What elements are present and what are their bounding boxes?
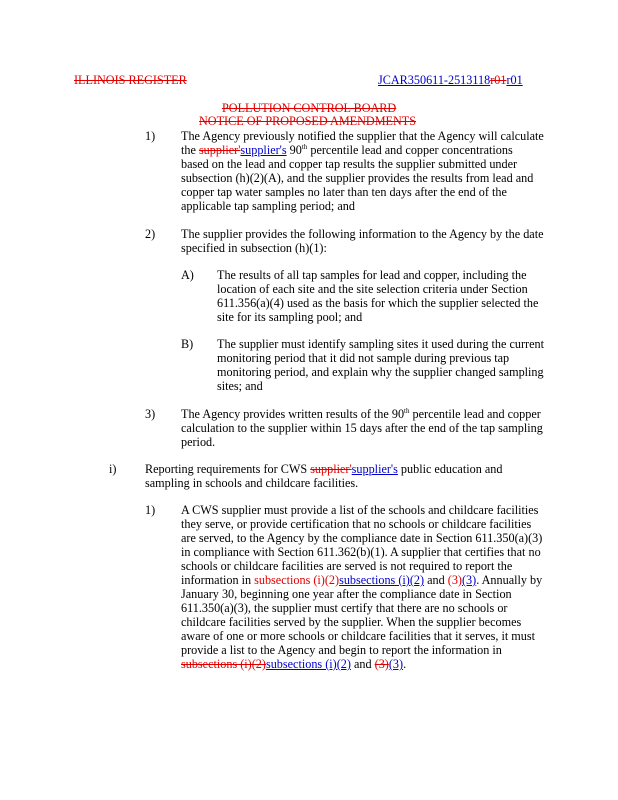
item-h1-line: based on the lead and copper tap results the supplier submitted under	[181, 157, 518, 171]
jcar-deleted: r01	[490, 73, 507, 87]
item-h1-line: subsection (h)(2)(A), and the supplier provides the results from lead and	[181, 171, 534, 185]
deleted-text: (3)	[447, 573, 462, 587]
item-i1-line: subsections (i)(2)subsections (i)(2) and (3)(3).	[181, 657, 407, 671]
title-board: POLLUTION CONTROL BOARD	[222, 101, 397, 115]
deleted-text: subsections (i)(2)	[254, 573, 340, 587]
item-h3-number: 3)	[145, 407, 156, 421]
item-i1-line: are served, to the Agency by the compliance date in Section 611.350(a)(3)	[181, 531, 543, 545]
item-B-line: monitoring period that it did not sample during previous tap	[217, 351, 510, 365]
item-h2-number: 2)	[145, 227, 156, 241]
title-notice: NOTICE OF PROPOSED AMENDMENTS	[199, 114, 417, 128]
item-A-line: The results of all tap samples for lead and copper, including the	[217, 268, 527, 282]
item-i1-line: schools or childcare facilities are served is not required to report the	[181, 559, 513, 573]
subsection-i-line: sampling in schools and childcare facilities.	[145, 476, 359, 490]
inserted-text: subsections (i)(2)	[265, 657, 351, 671]
item-i1-number: 1)	[145, 503, 156, 517]
item-A-line: location of each site and the site selection criteria under Section	[217, 282, 528, 296]
item-i1-line: childcare facilities served by the supplier. When the supplier becomes	[181, 615, 522, 629]
item-h1-line: copper tap water samples no later than ten days after the end of the	[181, 185, 507, 199]
item-h1-line: applicable tap sampling period; and	[181, 199, 355, 213]
item-i1-line: A CWS supplier must provide a list of the schools and childcare facilities	[181, 503, 539, 517]
jcar-inserted: r01	[506, 73, 523, 87]
item-h3-line: period.	[181, 435, 216, 449]
item-h2-line: specified in subsection (h)(1):	[181, 241, 327, 255]
item-h3-line: The Agency provides written results of the 90th percentile lead and copper	[181, 406, 541, 421]
item-h1-line: The Agency previously notified the supplier that the Agency will calculate	[181, 129, 544, 143]
item-B-line: monitoring period, and explain why the supplier changed sampling	[217, 365, 544, 379]
subsection-i-number: i)	[109, 462, 117, 476]
item-i1-line: 611.350(a)(3), the supplier must certify that there are no schools or	[181, 601, 508, 615]
item-A-line: site for its sampling pool; and	[217, 310, 363, 324]
item-h1-line: the supplier'supplier's 90th percentile lead and copper concentrations	[181, 142, 513, 157]
item-B-number: B)	[181, 337, 194, 351]
item-i1-line: aware of one or more schools or childcare facilities that it serves, it must	[181, 629, 535, 643]
item-B-line: sites; and	[217, 379, 263, 393]
jcar-number: JCAR350611-2513118	[378, 73, 491, 87]
jcar-header	[378, 73, 523, 88]
item-i1-line: January 30, beginning one year after the compliance date in Section	[181, 587, 512, 601]
item-i1-line: in compliance with Section 611.362(b)(1). A supplier that certifies that no	[181, 545, 541, 559]
deleted-text: supplier'	[198, 143, 241, 157]
item-B-line: The supplier must identify sampling sites it used during the current	[217, 337, 544, 351]
item-h1-number: 1)	[145, 129, 156, 143]
item-h3-line: calculation to the supplier within 15 days after the end of the tap sampling	[181, 421, 543, 435]
deleted-text: supplier'	[310, 462, 352, 476]
deleted-text: subsections (i)(2)	[181, 657, 266, 671]
inserted-text: subsections (i)(2)	[339, 573, 425, 587]
item-h2-line: The supplier provides the following information to the Agency by the date	[181, 227, 544, 241]
item-A-line: 611.356(a)(4) used as the basis for which the supplier selected the	[217, 296, 539, 310]
deleted-text: (3)	[374, 657, 389, 671]
item-i1-line: information in subsections (i)(2)subsections (i)(2) and (3)(3). Annually by	[181, 573, 543, 587]
item-i1-line: provide a list to the Agency and begin to report the information in	[181, 643, 502, 657]
item-A-number: A)	[181, 268, 194, 282]
inserted-text: (3)	[388, 657, 404, 671]
inserted-text: supplier's	[351, 462, 398, 476]
inserted-text: supplier's	[240, 143, 287, 157]
item-i1-line: they serve, or provide certification that no schools or childcare facilities	[181, 517, 532, 531]
inserted-text: (3)	[461, 573, 477, 587]
subsection-i-line: Reporting requirements for CWS supplier'supplier's public education and	[145, 462, 503, 476]
register-header: ILLINOIS REGISTER	[74, 73, 187, 87]
